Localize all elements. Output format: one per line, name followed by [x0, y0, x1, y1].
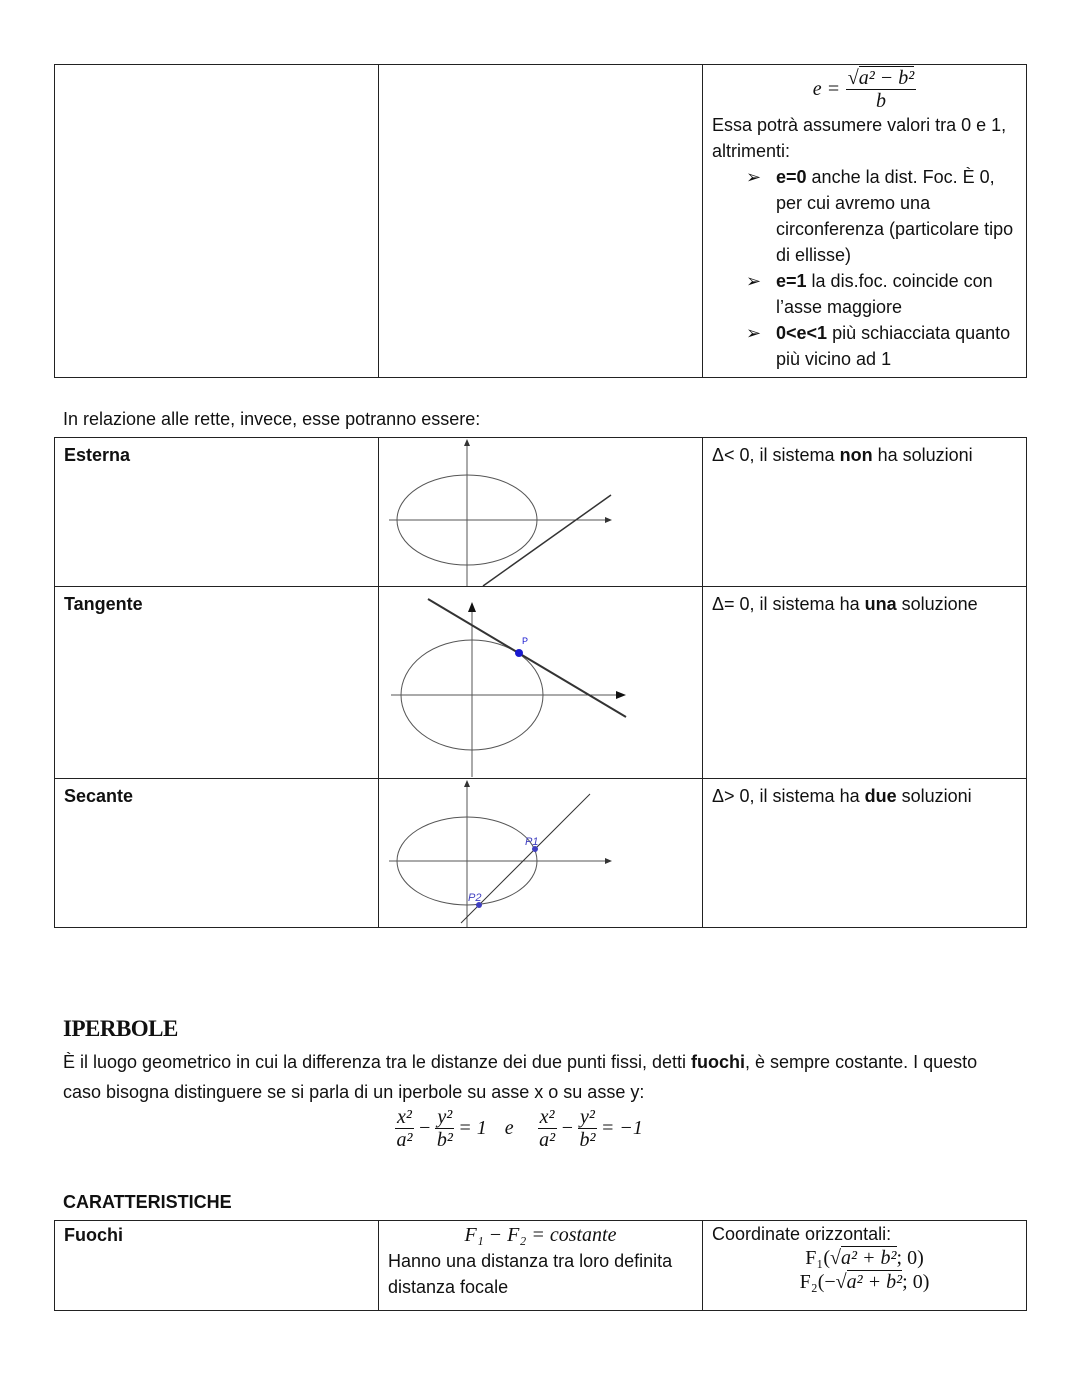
iperbole-definition: È il luogo geometrico in cui la differenza tra le distanze dei due punti fissi, detti fuochi, è sempre costante. I questo caso bisogna distinguere se si parla di un iperbole su asse x o su asse y:: [63, 1052, 978, 1102]
eccentricity-list: [712, 164, 1017, 372]
foci-description: Hanno una distanza tra loro definita distanza focale: [388, 1251, 673, 1297]
eccentricity-cell: [703, 65, 1027, 378]
list-item: ➢ e=0 anche la dist. Foc. È 0, per cui avremo una circonferenza (particolare tipo di ellisse): [746, 164, 1017, 268]
delta-condition: Δ= 0, il sistema ha una soluzione: [712, 594, 978, 614]
external-line-diagram: [379, 438, 701, 586]
tangent-line-diagram: [379, 587, 701, 778]
delta-condition: Δ> 0, il sistema ha due soluzioni: [712, 786, 972, 806]
foci-formula: F₁ − F₂ = costante: [464, 1224, 617, 1246]
delta-condition: Δ< 0, il sistema non ha soluzioni: [712, 445, 973, 465]
focus-f1: F₁(√a² + b²; 0): [805, 1247, 924, 1269]
focus-f2: F₂(−√a² + b²; 0): [799, 1271, 930, 1293]
eccentricity-formula: e = $\frac{\text{√a² − b²}}{b}$: [812, 67, 915, 112]
section-heading: IPERBOLE: [63, 1016, 178, 1041]
list-item: ➢ 0<e<1 più schiacciata quanto più vicino ad 1: [746, 320, 1017, 372]
empty-cell: [379, 65, 703, 378]
point-label: P1: [525, 836, 539, 848]
eccentricity-intro: Essa potrà assumere valori tra 0 e 1, altrimenti:: [712, 115, 1007, 161]
row-label: Secante: [64, 786, 134, 806]
caratteristiche-table: [54, 1220, 1027, 1311]
row-label: Tangente: [64, 594, 143, 614]
row-label: Esterna: [64, 445, 131, 465]
rette-table: [54, 437, 1027, 928]
eccentricity-table: [54, 64, 1027, 378]
row-label: Fuochi: [64, 1225, 123, 1245]
caratteristiche-heading: CARATTERISTICHE: [63, 1192, 232, 1212]
point-label: P2: [468, 892, 482, 904]
list-item: ➢ e=1 la dis.foc. coincide con l’asse maggiore: [746, 268, 1017, 320]
empty-cell: [55, 65, 379, 378]
rette-intro: In relazione alle rette, invece, esse potranno essere:: [63, 409, 481, 429]
hyperbola-equations: $\frac{\text{x²}}{\text{a²}}$ − $\frac{\text{y²}}{\text{b²}}$ = 1 e $\frac{\text{x²}}{\text{a²}}$ − $\frac{\text{y²}}{\text{b²}}$ = −1: [396, 1106, 643, 1151]
coord-title: Coordinate orizzontali:: [712, 1224, 892, 1244]
point-label: P: [522, 636, 529, 646]
secant-line-diagram: [379, 779, 701, 927]
